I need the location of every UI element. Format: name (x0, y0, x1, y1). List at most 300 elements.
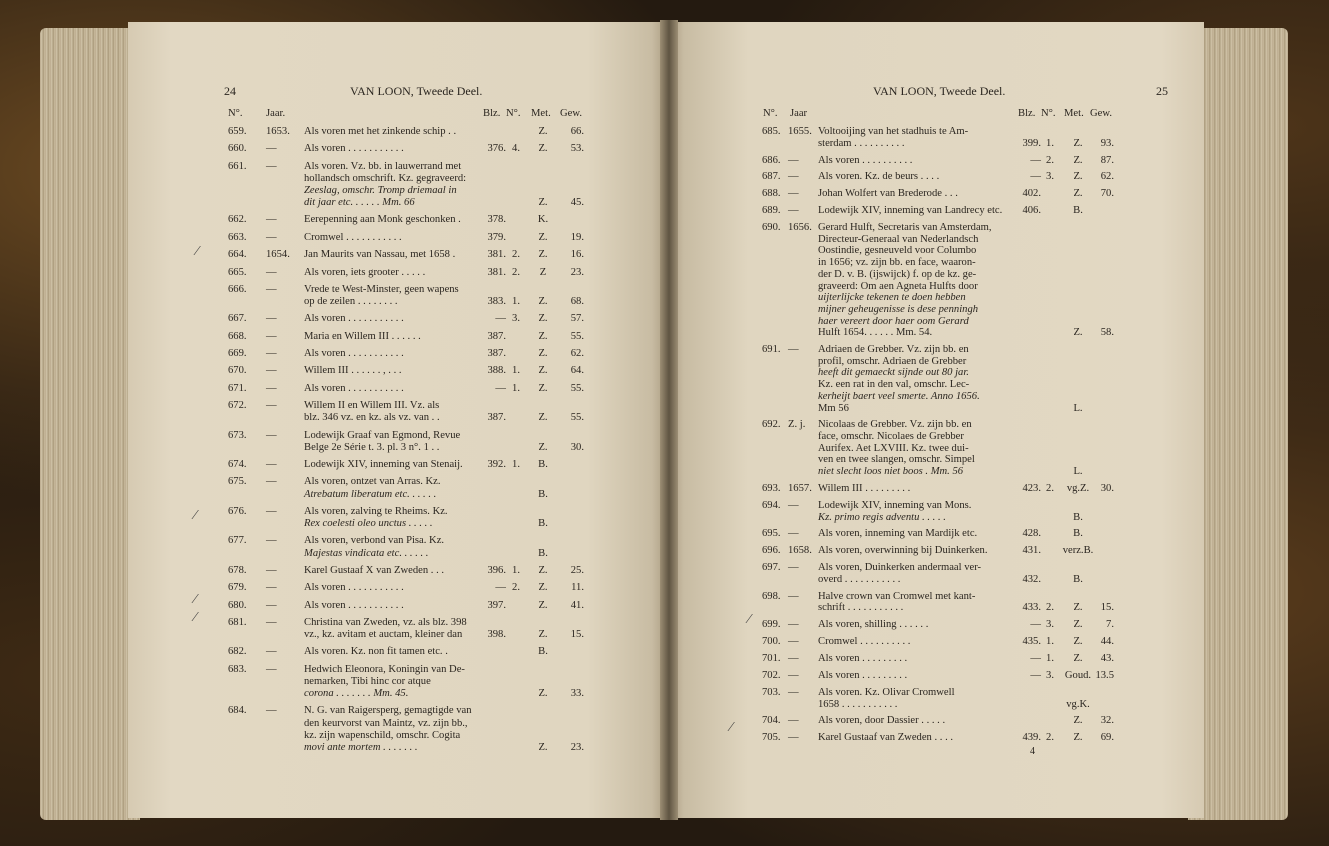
entry-blz: 435. (1022, 636, 1041, 648)
entry-row (128, 161, 668, 210)
description-line: 1658 . . . . . . . . . . . (818, 698, 898, 710)
entry-metal: Goud. (1064, 669, 1092, 681)
entry-blz: — (495, 313, 506, 325)
entry-metal: B. (538, 547, 548, 559)
entry-row (128, 143, 668, 155)
entry-description (818, 732, 953, 744)
entry-blz: — (1030, 669, 1041, 681)
entry-description (304, 476, 441, 500)
entry-weight: 55. (570, 382, 584, 394)
entry-blz: — (495, 382, 506, 394)
description-line: Als voren . . . . . . . . . (818, 653, 908, 665)
description-line: N. G. van Raigersperg, gemagtigde van (304, 705, 472, 717)
entry-metal: Z. (538, 231, 548, 243)
entry-number: 683. (228, 663, 247, 675)
entry-year: — (266, 705, 277, 717)
entry-row (668, 732, 1204, 744)
entry-number: 665. (228, 266, 247, 278)
description-line: Als voren. Kz. de beurs . . . . (818, 171, 940, 183)
description-line: Christina van Zweden, vz. als blz. 398 (304, 616, 467, 628)
left-page-edges (40, 28, 140, 820)
entry-blz: 383. (487, 296, 506, 307)
entry-weight: 64. (570, 365, 584, 377)
description-line: Als voren . . . . . . . . . . . (304, 382, 404, 394)
description-line: Gerard Hulft, Secretaris van Amsterdam, (818, 222, 992, 234)
entry-row (668, 500, 1204, 523)
entry-blz: 428. (1022, 528, 1041, 540)
description-line: Lodewijk XIV, inneming van Stenaij. (304, 459, 463, 471)
description-line: Karel Gustaaf van Zweden . . . . (818, 732, 954, 744)
description-line: Als voren. Kz. Olivar Cromwell (818, 686, 955, 698)
entry-plate-number: 1. (1046, 653, 1054, 665)
entry-row (668, 205, 1204, 217)
entry-number: 700. (762, 636, 781, 648)
description-line: Hulft 1654. . . . . . Mm. 54. (818, 327, 933, 339)
entry-description (304, 582, 404, 594)
description-line: ven en twee slangen, omschr. Simpel (818, 454, 975, 466)
entry-number: 695. (762, 528, 781, 540)
entry-weight: 66. (570, 126, 584, 137)
entry-description (818, 344, 980, 414)
entry-year: — (266, 535, 277, 547)
description-line: in 1656; vz. zijn bb. en face, waaron- (818, 257, 976, 269)
entry-row (128, 365, 668, 377)
entry-year: — (266, 160, 277, 172)
entry-row (128, 459, 668, 471)
entry-metal: B. (538, 518, 548, 530)
entry-metal: Z. (1073, 154, 1083, 166)
entry-number: 701. (762, 653, 781, 665)
description-line: Willem III . . . . . . , . . . (304, 365, 402, 377)
description-line: niet slecht loos niet boos . Mm. 56 (818, 466, 964, 478)
description-line: overd . . . . . . . . . . . (818, 573, 901, 585)
entry-year: — (788, 344, 799, 356)
entry-row (668, 715, 1204, 727)
entry-metal: Z. (1073, 137, 1083, 149)
description-line: Karel Gustaaf X van Zweden . . . (304, 564, 445, 576)
entry-row (128, 214, 668, 226)
entry-year: 1658. (788, 545, 812, 557)
entry-description (304, 705, 472, 754)
entry-row (128, 284, 668, 308)
entry-row (668, 126, 1204, 149)
left-col-header-gew: Gew. (560, 108, 582, 119)
entry-number: 677. (228, 535, 247, 547)
entry-row (128, 535, 668, 559)
entry-plate-number: 2. (512, 582, 520, 594)
entry-blz: 397. (487, 599, 506, 611)
entry-number: 705. (762, 732, 781, 744)
entry-description (304, 506, 448, 530)
description-line: haer vereert door haer oom Gerard (818, 315, 969, 327)
entry-metal: L. (1073, 466, 1083, 478)
entry-weight: 13.5 (1095, 669, 1114, 681)
entry-number: 689. (762, 205, 781, 217)
entry-weight: 70. (1100, 188, 1114, 200)
signature-mark: 4 (1030, 746, 1035, 757)
pencil-tick-mark: ⁄ (194, 610, 197, 625)
description-line: Als voren, ontzet van Arras. Kz. (304, 476, 441, 488)
entry-metal: B. (1073, 205, 1083, 217)
description-line: Kz. een rat in den val, omschr. Lec- (818, 379, 970, 391)
entry-metal: Z. (1073, 327, 1083, 339)
description-line: uijterlijcke tekenen te doen hebben (818, 292, 966, 304)
entry-plate-number: 1. (512, 365, 520, 377)
entry-weight: 62. (1100, 171, 1114, 183)
entry-plate-number: 2. (1046, 483, 1054, 494)
entry-metal: B. (538, 459, 548, 471)
entry-year: — (266, 663, 277, 675)
description-line: Als voren . . . . . . . . . . (818, 154, 913, 166)
entry-description (304, 365, 402, 377)
entry-year: — (266, 599, 277, 611)
book-gutter (660, 20, 678, 820)
entry-description (818, 670, 907, 682)
entry-weight: 19. (570, 231, 584, 243)
entry-row (128, 664, 668, 700)
entry-metal: Z. (538, 441, 548, 453)
entry-metal: Z. (1073, 653, 1083, 665)
pencil-tick-mark: ⁄ (194, 592, 197, 607)
pencil-tick-mark: ⁄ (194, 508, 197, 523)
description-line: Mm 56 (818, 402, 849, 414)
entry-metal: Z. (1073, 602, 1083, 614)
entry-metal: Z. (538, 382, 548, 394)
entry-metal: L. (1073, 402, 1083, 414)
entry-weight: 30. (570, 441, 584, 453)
entry-description (818, 155, 912, 167)
entry-blz: 378. (487, 214, 506, 226)
entry-row (128, 705, 668, 754)
entry-description (818, 591, 975, 614)
entry-number: 691. (762, 344, 781, 356)
entry-description (818, 562, 981, 585)
entry-number: 659. (228, 126, 247, 137)
entry-metal: Z. (1073, 636, 1083, 648)
entry-metal: Z. (538, 143, 548, 155)
entry-plate-number: 3. (1046, 171, 1054, 183)
entry-description (304, 232, 402, 244)
description-line: vz., kz. avitam et auctam, kleiner dan (304, 629, 463, 641)
entry-metal: Z. (1073, 619, 1083, 631)
entry-plate-number: 1. (512, 382, 520, 394)
entry-number: 670. (228, 365, 247, 377)
entry-number: 685. (762, 126, 781, 137)
entry-weight: 53. (570, 143, 584, 155)
entry-description (304, 331, 421, 343)
entry-description (304, 249, 455, 261)
description-line: Aurifex. Aet LXVIII. Kz. twee dui- (818, 442, 969, 454)
entry-number: 660. (228, 143, 247, 155)
entry-year: — (266, 382, 277, 394)
entry-row (128, 267, 668, 279)
entry-number: 663. (228, 231, 247, 243)
entry-metal: Z. (538, 564, 548, 576)
entry-weight: 33. (570, 688, 584, 700)
entry-plate-number: 1. (1046, 137, 1054, 149)
entry-metal: Z. (538, 599, 548, 611)
description-line: Willem II en Willem III. Vz. als (304, 400, 440, 412)
entry-year: — (266, 365, 277, 377)
entry-metal: Z. (538, 741, 548, 753)
description-line: movi ante mortem . . . . . . . (304, 741, 418, 753)
entry-number: 674. (228, 459, 247, 471)
entry-number: 692. (762, 419, 781, 431)
entry-year: — (788, 205, 799, 217)
entry-weight: 68. (570, 296, 584, 307)
entry-weight: 25. (570, 564, 584, 576)
entry-blz: 399. (1022, 137, 1041, 149)
entry-year: — (266, 505, 277, 517)
entry-description (304, 459, 463, 471)
entry-description (304, 565, 444, 577)
description-line: Belge 2e Série t. 3. pl. 3 n°. 1 . . (304, 441, 440, 453)
entry-year: 1655. (788, 126, 812, 137)
right-page-number: 25 (1156, 84, 1168, 98)
entry-number: 681. (228, 616, 247, 628)
entry-metal: K. (537, 214, 549, 226)
entry-metal: B. (1073, 511, 1083, 523)
entry-description (304, 400, 440, 424)
entry-year: — (788, 653, 799, 665)
entry-description (818, 619, 928, 631)
entry-year: — (266, 564, 277, 576)
entry-plate-number: 1. (512, 564, 520, 576)
entry-weight: 87. (1100, 154, 1114, 166)
entry-row (128, 249, 668, 261)
entry-row (668, 419, 1204, 477)
entry-year: — (266, 283, 277, 295)
description-line: Als voren . . . . . . . . . . . (304, 143, 404, 155)
entry-row (128, 506, 668, 530)
description-line: Als voren, overwinning bij Duinkerken. (818, 545, 988, 557)
description-line: Directeur-Generaal van Nederlandsch (818, 233, 979, 245)
description-line: Als voren, iets grooter . . . . . (304, 266, 426, 278)
entry-plate-number: 2. (1046, 602, 1054, 614)
entry-blz: — (1030, 154, 1041, 166)
entry-plate-number: 2. (512, 266, 520, 278)
description-line: blz. 346 vz. en kz. als vz. van . . (304, 412, 440, 424)
entry-weight: 41. (570, 599, 584, 611)
entry-row (128, 617, 668, 641)
entry-weight: 16. (570, 249, 584, 261)
entry-description (304, 430, 460, 454)
description-line: den keurvorst van Maintz, vz. zijn bb., (304, 717, 468, 729)
entry-weight: 58. (1100, 327, 1114, 339)
entry-row (668, 222, 1204, 339)
description-line: Als voren met het zinkende schip . . (304, 126, 457, 137)
entry-plate-number: 1. (512, 459, 520, 471)
description-line: corona . . . . . . . Mm. 45. (304, 688, 409, 700)
entry-year: — (266, 348, 277, 360)
entry-row (668, 687, 1204, 710)
description-line: Eerepenning aan Monk geschonken . (304, 214, 461, 226)
description-line: Johan Wolfert van Brederode . . . (818, 188, 958, 200)
entry-number: 690. (762, 222, 781, 234)
entry-metal: B. (538, 646, 548, 658)
entry-description (818, 419, 975, 477)
entry-description (818, 483, 910, 495)
entry-row (128, 600, 668, 612)
description-line: Kz. primo regis adventu . . . . . (818, 511, 946, 523)
entry-year: — (266, 476, 277, 488)
entry-blz: 387. (487, 412, 506, 424)
entry-year: — (266, 400, 277, 412)
entry-metal: Z. (1073, 715, 1083, 727)
entry-number: 693. (762, 483, 781, 494)
entry-metal: Z. (538, 365, 548, 377)
description-line: Oostindie, gesneuveld voor Columbo (818, 245, 977, 257)
entry-metal: Z. (538, 126, 548, 137)
entry-blz: 376. (487, 143, 506, 155)
entry-blz: 439. (1022, 732, 1041, 744)
entry-year: — (788, 715, 799, 727)
description-line: Cromwel . . . . . . . . . . (818, 636, 911, 648)
entry-number: 684. (228, 705, 247, 717)
entry-year: 1656. (788, 222, 812, 234)
right-col-header-gew: Gew. (1090, 108, 1112, 119)
description-line: nemarken, Tibi hinc cor atque (304, 675, 431, 687)
entry-description (818, 171, 939, 183)
description-line: profil, omschr. Adriaen de Grebber (818, 355, 967, 367)
description-line: Hedwich Eleonora, Koningin van De- (304, 663, 465, 675)
entry-row (128, 126, 668, 138)
entry-year: — (788, 686, 799, 698)
left-page (128, 22, 668, 818)
entry-row (128, 232, 668, 244)
entry-year: — (788, 732, 799, 744)
entry-number: 661. (228, 160, 247, 172)
entry-blz: 381. (487, 266, 506, 278)
entry-plate-number: 3. (512, 313, 520, 325)
entry-metal: verz.B. (1062, 545, 1094, 557)
description-line: kerheijt baert veel smerte. Anno 1656. (818, 390, 980, 402)
entry-description (818, 188, 958, 200)
entry-blz: 423. (1022, 483, 1041, 494)
entry-description (818, 653, 907, 665)
description-line: Als voren, shilling . . . . . . (818, 619, 929, 631)
left-col-header-met: Met. (531, 108, 551, 119)
left-col-header-blz: Blz. (483, 108, 501, 119)
entry-number: 686. (762, 154, 781, 166)
entry-row (668, 344, 1204, 414)
pencil-tick-mark: ⁄ (730, 720, 733, 735)
entry-description (304, 161, 466, 210)
description-line: Als voren . . . . . . . . . . . (304, 313, 404, 325)
entry-plate-number: 1. (512, 296, 520, 307)
entry-blz: 379. (487, 231, 506, 243)
entry-description (818, 500, 971, 523)
entry-row (128, 331, 668, 343)
entry-blz: 388. (487, 365, 506, 377)
entry-description (304, 348, 404, 360)
entry-metal: Z. (538, 249, 548, 261)
entry-year: — (788, 188, 799, 200)
description-line: Adriaen de Grebber. Vz. zijn bb. en (818, 344, 969, 356)
description-line: der D. v. B. (ijswijck) f. op de kz. ge- (818, 268, 977, 280)
entry-weight: 44. (1100, 636, 1114, 648)
description-line: Voltooijing van het stadhuis te Am- (818, 126, 969, 137)
entry-description (818, 545, 987, 557)
entry-year: — (266, 313, 277, 325)
entry-year: — (266, 330, 277, 342)
left-col-header-year: Jaar. (266, 108, 286, 119)
entry-metal: Z. (1073, 732, 1083, 744)
description-line: Majestas vindicata etc. . . . . . (304, 547, 429, 559)
entry-number: 673. (228, 429, 247, 441)
description-line: mijner geheugenisse is dese penningh (818, 303, 979, 315)
entry-description (818, 687, 955, 710)
entry-row (128, 430, 668, 454)
entry-metal: Z. (538, 313, 548, 325)
description-line: Halve crown van Cromwel met kant- (818, 590, 976, 602)
description-line: Als voren . . . . . . . . . (818, 669, 908, 681)
description-line: Zeeslag, omschr. Tromp driemaal in (304, 184, 457, 196)
entry-year: — (266, 266, 277, 278)
entry-number: 696. (762, 545, 781, 557)
entry-row (128, 348, 668, 360)
entry-description (304, 646, 448, 658)
right-col-header-year: Jaar (790, 108, 808, 119)
description-line: Jan Maurits van Nassau, met 1658 . (304, 249, 456, 261)
entry-metal: Z. (538, 197, 548, 209)
entry-description (304, 313, 404, 325)
entry-plate-number: 3. (1046, 669, 1054, 681)
entry-weight: 7. (1106, 619, 1114, 631)
entry-year: — (788, 619, 799, 631)
entry-blz: 406. (1022, 205, 1041, 217)
entry-description (304, 664, 465, 700)
description-line: Cromwel . . . . . . . . . . . (304, 231, 402, 243)
entry-number: 682. (228, 646, 247, 658)
entry-blz: 396. (487, 564, 506, 576)
entry-weight: 43. (1100, 653, 1114, 665)
entry-blz: 431. (1022, 545, 1041, 557)
entry-number: 702. (762, 669, 781, 681)
description-line: Als voren . . . . . . . . . . . (304, 348, 404, 360)
entry-row (128, 582, 668, 594)
entry-row (668, 636, 1204, 648)
entry-description (304, 284, 459, 308)
description-line: Atrebatum liberatum etc. . . . . . (304, 488, 437, 500)
entry-metal: Z (539, 266, 547, 278)
entry-blz: 402. (1022, 188, 1041, 200)
entry-year: — (788, 636, 799, 648)
entry-number: 672. (228, 400, 247, 412)
description-line: Willem III . . . . . . . . . (818, 483, 911, 494)
left-page-number: 24 (224, 84, 236, 98)
entry-blz: 381. (487, 249, 506, 261)
entry-metal: B. (1073, 528, 1083, 540)
entry-weight: 57. (570, 313, 584, 325)
entry-blz: 387. (487, 330, 506, 342)
entry-year: — (266, 582, 277, 594)
entry-year: — (788, 499, 799, 511)
description-line: dit jaar etc. . . . . . Mm. 66 (304, 197, 415, 209)
entry-number: 694. (762, 499, 781, 511)
entry-number: 680. (228, 599, 247, 611)
entry-metal: Z. (1073, 171, 1083, 183)
entry-row (668, 188, 1204, 200)
entry-row (668, 155, 1204, 167)
entry-weight: 15. (1100, 602, 1114, 614)
description-line: hollandsch omschrift. Kz. gegraveerd: (304, 172, 467, 184)
entry-description (304, 600, 404, 612)
entry-row (128, 476, 668, 500)
entry-plate-number: 2. (1046, 154, 1054, 166)
description-line: Als voren, zalving te Rheims. Kz. (304, 505, 448, 517)
left-col-header-num: N°. (506, 108, 521, 119)
